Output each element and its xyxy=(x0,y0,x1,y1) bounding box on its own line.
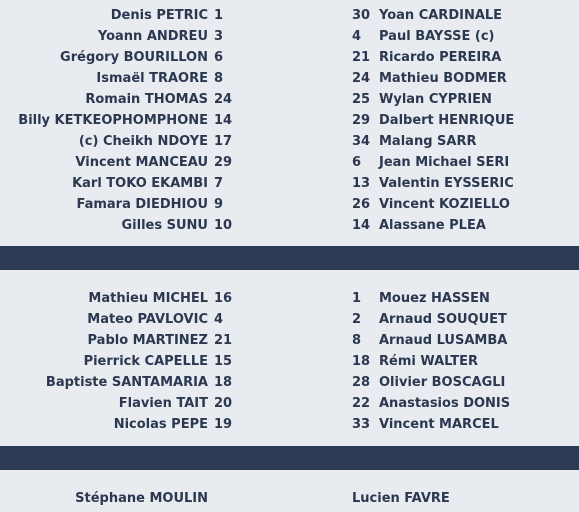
player-row xyxy=(0,194,238,215)
player-row xyxy=(0,393,238,414)
player-name: Vincent KOZIELLO xyxy=(379,197,510,212)
player-number: 18 xyxy=(214,375,233,390)
player-number: 3 xyxy=(214,29,224,44)
player-row xyxy=(0,173,238,194)
player-number: 14 xyxy=(352,218,371,233)
player-number: 29 xyxy=(214,155,233,170)
player-row xyxy=(0,89,238,110)
player-number: 14 xyxy=(214,113,233,128)
player-name: Mathieu BODMER xyxy=(379,71,507,86)
player-row xyxy=(352,393,579,414)
player-number: 16 xyxy=(214,291,233,306)
home-substitutes-list xyxy=(0,288,238,435)
player-name: Olivier BOSCAGLI xyxy=(379,375,506,390)
away-coach: Lucien FAVRE xyxy=(352,491,450,506)
player-name: Arnaud SOUQUET xyxy=(379,312,507,327)
player-name: Ricardo PEREIRA xyxy=(379,50,502,65)
player-number: 30 xyxy=(352,8,371,23)
player-number: 8 xyxy=(214,71,224,86)
player-row xyxy=(352,215,579,236)
player-number: 26 xyxy=(352,197,371,212)
player-name: (c) Cheikh NDOYE xyxy=(78,134,208,149)
player-name: Pablo MARTINEZ xyxy=(87,333,208,348)
player-row xyxy=(352,194,579,215)
player-row xyxy=(0,47,238,68)
player-name: Mathieu MICHEL xyxy=(88,291,208,306)
player-row xyxy=(0,309,238,330)
player-number: 13 xyxy=(352,176,371,191)
player-number: 21 xyxy=(352,50,371,65)
player-row xyxy=(0,414,238,435)
player-name: Pierrick CAPELLE xyxy=(83,354,208,369)
player-row xyxy=(352,26,579,47)
player-name: Nicolas PEPE xyxy=(113,417,208,432)
player-name: Romain THOMAS xyxy=(85,92,208,107)
player-name: Yoan CARDINALE xyxy=(379,8,503,23)
player-number: 10 xyxy=(214,218,233,233)
coaches-section xyxy=(0,488,579,510)
home-coach: Stéphane MOULIN xyxy=(75,491,208,506)
player-row xyxy=(0,131,238,152)
player-number: 18 xyxy=(352,354,371,369)
player-name: Ismaël TRAORE xyxy=(96,71,208,86)
player-number: 28 xyxy=(352,375,371,390)
player-number: 15 xyxy=(214,354,233,369)
player-row xyxy=(0,351,238,372)
substitutes-section xyxy=(0,288,579,438)
player-name: Billy KETKEOPHOMPHONE xyxy=(18,113,208,128)
player-name: Denis PETRIC xyxy=(110,8,208,23)
player-row xyxy=(352,68,579,89)
player-row xyxy=(352,372,579,393)
player-row xyxy=(0,372,238,393)
player-row xyxy=(352,110,579,131)
player-name: Malang SARR xyxy=(379,134,477,149)
player-name: Karl TOKO EKAMBI xyxy=(72,176,208,191)
player-name: Valentin EYSSERIC xyxy=(379,176,514,191)
player-name: Vincent MARCEL xyxy=(379,417,499,432)
player-row xyxy=(0,330,238,351)
player-name: Mouez HASSEN xyxy=(379,291,490,306)
player-number: 1 xyxy=(352,291,362,306)
player-name: Vincent MANCEAU xyxy=(75,155,208,170)
player-name: Yoann ANDREU xyxy=(97,29,208,44)
player-row xyxy=(0,26,238,47)
player-name: Dalbert HENRIQUE xyxy=(379,113,515,128)
player-number: 6 xyxy=(352,155,362,170)
player-row xyxy=(352,309,579,330)
player-row xyxy=(352,288,579,309)
player-row xyxy=(0,152,238,173)
player-row xyxy=(352,173,579,194)
player-number: 6 xyxy=(214,50,224,65)
section-divider xyxy=(0,446,579,470)
player-number: 24 xyxy=(352,71,371,86)
player-number: 1 xyxy=(214,8,224,23)
player-row xyxy=(352,351,579,372)
player-row xyxy=(0,68,238,89)
player-row xyxy=(352,47,579,68)
player-number: 19 xyxy=(214,417,233,432)
player-row xyxy=(0,215,238,236)
player-row xyxy=(352,89,579,110)
player-number: 7 xyxy=(214,176,224,191)
home-starters-list xyxy=(0,5,238,236)
player-name: Alassane PLEA xyxy=(379,218,486,233)
player-name: Rémi WALTER xyxy=(379,354,479,369)
player-name: Anastasios DONIS xyxy=(379,396,511,411)
player-number: 33 xyxy=(352,417,371,432)
section-divider xyxy=(0,246,579,270)
player-number: 25 xyxy=(352,92,371,107)
player-row xyxy=(0,288,238,309)
player-number: 20 xyxy=(214,396,233,411)
player-number: 8 xyxy=(352,333,362,348)
player-number: 21 xyxy=(214,333,233,348)
player-row xyxy=(352,5,579,26)
player-name: Mateo PAVLOVIC xyxy=(87,312,208,327)
player-number: 17 xyxy=(214,134,233,149)
player-name: Paul BAYSSE (c) xyxy=(379,29,495,44)
player-number: 29 xyxy=(352,113,371,128)
player-row xyxy=(352,152,579,173)
player-name: Grégory BOURILLON xyxy=(60,50,208,65)
player-row xyxy=(352,131,579,152)
player-name: Jean Michael SERI xyxy=(379,155,510,170)
starters-section xyxy=(0,5,579,240)
player-name: Wylan CYPRIEN xyxy=(379,92,492,107)
player-name: Famara DIEDHIOU xyxy=(76,197,208,212)
player-name: Arnaud LUSAMBA xyxy=(379,333,508,348)
player-name: Gilles SUNU xyxy=(121,218,208,233)
player-number: 4 xyxy=(214,312,224,327)
away-starters-list xyxy=(352,5,579,236)
player-row xyxy=(352,414,579,435)
player-row xyxy=(352,330,579,351)
player-number: 4 xyxy=(352,29,362,44)
player-number: 2 xyxy=(352,312,362,327)
player-number: 22 xyxy=(352,396,371,411)
player-name: Baptiste SANTAMARIA xyxy=(45,375,208,390)
player-number: 34 xyxy=(352,134,371,149)
player-name: Flavien TAIT xyxy=(118,396,208,411)
player-row xyxy=(0,110,238,131)
player-number: 24 xyxy=(214,92,233,107)
player-row xyxy=(0,5,238,26)
away-substitutes-list xyxy=(352,288,579,435)
player-number: 9 xyxy=(214,197,224,212)
